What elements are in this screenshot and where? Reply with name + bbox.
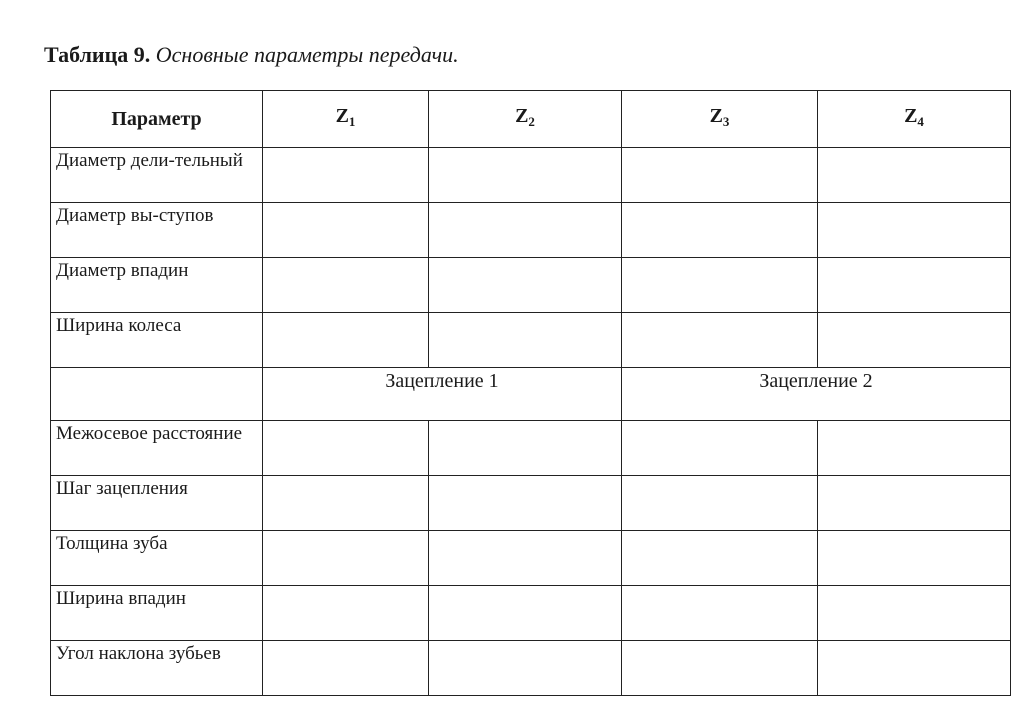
cell-empty <box>622 476 818 531</box>
cell-empty <box>429 641 622 696</box>
cell-empty <box>263 586 429 641</box>
cell-empty <box>263 531 429 586</box>
row-label-face-width: Ширина колеса <box>51 313 263 368</box>
row-label-mesh-pitch: Шаг зацепления <box>51 476 263 531</box>
row-label-tooth-thickness: Толщина зуба <box>51 531 263 586</box>
cell-empty <box>263 148 429 203</box>
cell-empty <box>818 476 1011 531</box>
header-z4 <box>818 91 1011 148</box>
row-label-center-distance: Межосевое расстояние <box>51 421 263 476</box>
cell-empty <box>622 531 818 586</box>
table-row <box>51 531 1011 586</box>
cell-empty <box>818 148 1011 203</box>
z-index: 3 <box>722 114 730 129</box>
z-letter: Z <box>515 105 529 127</box>
cell-empty <box>429 586 622 641</box>
cell-empty <box>263 203 429 258</box>
z-index: 2 <box>528 114 535 129</box>
table-number: Таблица 9. <box>44 42 151 67</box>
cell-empty <box>622 258 818 313</box>
z-index: 4 <box>917 114 924 129</box>
cell-empty <box>429 313 622 368</box>
z-letter: Z <box>904 105 918 127</box>
row-label-space-width: Ширина впадин <box>51 586 263 641</box>
cell-empty <box>429 203 622 258</box>
cell-empty <box>263 641 429 696</box>
cell-empty <box>622 641 818 696</box>
header-z1 <box>263 91 429 148</box>
cell-empty <box>818 531 1011 586</box>
table-title: Основные параметры передачи. <box>155 42 459 67</box>
table-row <box>51 421 1011 476</box>
header-z3 <box>622 91 818 148</box>
cell-empty <box>51 368 263 421</box>
cell-empty <box>818 586 1011 641</box>
z-letter: Z <box>709 105 723 127</box>
header-parameter: Параметр <box>51 91 263 148</box>
z-letter: Z <box>335 105 349 127</box>
cell-empty <box>622 148 818 203</box>
row-label-helix-angle: Угол наклона зубьев <box>51 641 263 696</box>
z-index: 1 <box>348 114 356 129</box>
row-label-tip-diameter: Диаметр вы-ступов <box>51 203 263 258</box>
table-caption <box>44 42 459 68</box>
cell-empty <box>429 476 622 531</box>
parameters-table <box>50 90 1011 696</box>
cell-empty <box>818 258 1011 313</box>
table-row <box>51 203 1011 258</box>
cell-empty <box>263 313 429 368</box>
cell-empty <box>263 476 429 531</box>
mesh-header-row <box>51 368 1011 421</box>
mesh-2-label: Зацепление 2 <box>622 368 1011 421</box>
table-row <box>51 641 1011 696</box>
table-row <box>51 313 1011 368</box>
cell-empty <box>263 258 429 313</box>
header-z2 <box>429 91 622 148</box>
row-label-root-diameter: Диаметр впадин <box>51 258 263 313</box>
cell-empty <box>622 421 818 476</box>
header-row <box>51 91 1011 148</box>
cell-empty <box>818 203 1011 258</box>
cell-empty <box>263 421 429 476</box>
cell-empty <box>622 313 818 368</box>
cell-empty <box>429 531 622 586</box>
cell-empty <box>818 313 1011 368</box>
table-row <box>51 148 1011 203</box>
row-label-pitch-diameter: Диаметр дели-тельный <box>51 148 263 203</box>
cell-empty <box>622 586 818 641</box>
table-row <box>51 586 1011 641</box>
cell-empty <box>429 258 622 313</box>
cell-empty <box>622 203 818 258</box>
table-row <box>51 258 1011 313</box>
cell-empty <box>429 421 622 476</box>
cell-empty <box>818 641 1011 696</box>
cell-empty <box>429 148 622 203</box>
table-row <box>51 476 1011 531</box>
cell-empty <box>818 421 1011 476</box>
mesh-1-label: Зацепление 1 <box>263 368 622 421</box>
